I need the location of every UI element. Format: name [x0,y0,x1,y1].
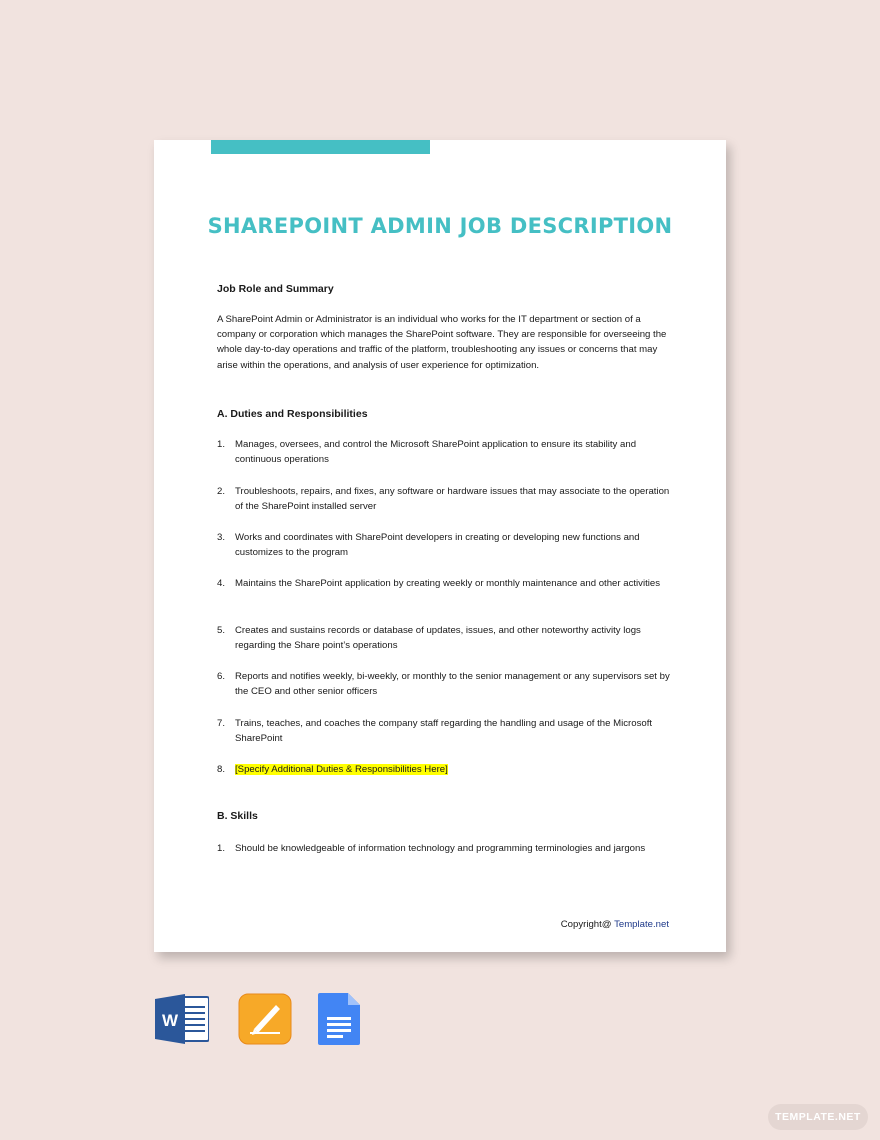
list-text: Troubleshoots, repairs, and fixes, any software or hardware issues that may associate to the operation of the SharePoint installed server [235,486,670,513]
skills-heading: B. Skills [217,810,258,822]
list-number: 3. [217,532,226,543]
document-page [154,140,726,952]
job-role-heading: Job Role and Summary [217,283,334,295]
list-number: 1. [217,439,226,450]
duty-item-4 [217,576,672,591]
accent-bar [211,140,430,154]
list-text: Trains, teaches, and coaches the company staff regarding the handling and usage of the Microsoft SharePoint [235,718,653,745]
list-text: Should be knowledgeable of information technology and programming terminologies and jargons [235,843,646,854]
list-text: Reports and notifies weekly, bi-weekly, or monthly to the senior management or any supervisors set by the CEO and other senior officers [235,671,670,698]
list-text: Manages, oversees, and control the Microsoft SharePoint application to ensure its stability and continuous operations [235,439,637,466]
template-net-badge: TEMPLATE.NET [768,1104,868,1130]
duty-item-5 [217,623,672,654]
list-number: 2. [217,486,226,497]
list-number: 7. [217,718,226,729]
placeholder-highlight: [Specify Additional Duties & Responsibilities Here] [235,764,448,775]
duty-item-1 [217,437,672,468]
list-number: 8. [217,764,226,775]
google-docs-icon[interactable] [314,993,368,1045]
copyright-line [561,919,669,930]
duty-item-2 [217,484,672,515]
list-number: 1. [217,843,226,854]
document-title: SHAREPOINT ADMIN JOB DESCRIPTION [207,214,673,238]
duty-item-3 [217,530,672,561]
word-icon[interactable] [155,993,209,1045]
duty-item-6 [217,669,672,700]
skill-item-1 [217,841,672,856]
list-number: 6. [217,671,226,682]
copyright-label: Copyright@ [560,919,612,930]
list-number: 5. [217,625,226,636]
duty-item-7 [217,716,672,747]
list-text: Works and coordinates with SharePoint developers in creating or developing new functions and customizes to the program [235,532,640,559]
list-number: 4. [217,578,226,589]
list-text: Maintains the SharePoint application by creating weekly or monthly maintenance and other activities [235,578,661,589]
copyright-link[interactable]: Template.net [614,919,669,930]
duty-item-8 [217,762,672,777]
pages-icon[interactable] [238,993,292,1045]
list-text: Creates and sustains records or database of updates, issues, and other noteworthy activity logs regarding the Share point’s operations [235,625,641,652]
svg-text:W: W [161,1011,179,1030]
job-role-paragraph: A SharePoint Admin or Administrator is an individual who works for the IT department or section of a company or corporation which manages the SharePoint software. They are responsible for overseeing the whole day-to-day operations and traffic of the platform, troubleshooting any issues or concerns that may arise within the operations, and analysis of user experience for optimization. [217,314,667,371]
duties-heading: A. Duties and Responsibilities [217,408,368,420]
